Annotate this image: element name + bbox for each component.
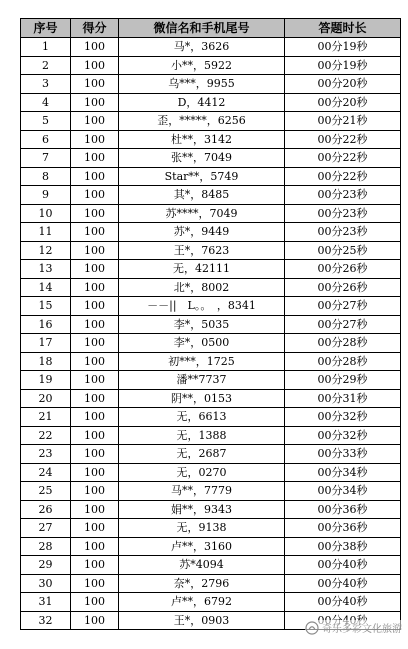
table-row bbox=[21, 75, 401, 94]
table-body bbox=[21, 38, 401, 630]
cell-score: 100 bbox=[71, 426, 119, 445]
table-row bbox=[21, 56, 401, 75]
cell-rank: 23 bbox=[21, 445, 71, 464]
table-row bbox=[21, 463, 401, 482]
cell-duration: 00分19秒 bbox=[285, 56, 401, 75]
cell-duration: 00分19秒 bbox=[285, 38, 401, 57]
table-row bbox=[21, 241, 401, 260]
cell-duration: 00分40秒 bbox=[285, 556, 401, 575]
cell-rank: 12 bbox=[21, 241, 71, 260]
cell-score: 100 bbox=[71, 56, 119, 75]
table-row bbox=[21, 278, 401, 297]
table-row bbox=[21, 500, 401, 519]
cell-duration: 00分26秒 bbox=[285, 278, 401, 297]
cell-duration: 00分32秒 bbox=[285, 408, 401, 427]
cell-name-phone: 奈*，2796 bbox=[119, 574, 285, 593]
cell-rank: 19 bbox=[21, 371, 71, 390]
cell-duration: 00分27秒 bbox=[285, 297, 401, 316]
cell-name-phone: 无，6613 bbox=[119, 408, 285, 427]
cell-rank: 27 bbox=[21, 519, 71, 538]
cell-rank: 11 bbox=[21, 223, 71, 242]
cell-score: 100 bbox=[71, 352, 119, 371]
cell-score: 100 bbox=[71, 556, 119, 575]
cell-rank: 7 bbox=[21, 149, 71, 168]
cell-duration: 00分26秒 bbox=[285, 260, 401, 279]
cell-duration: 00分20秒 bbox=[285, 75, 401, 94]
cell-duration: 00分27秒 bbox=[285, 315, 401, 334]
cell-duration: 00分34秒 bbox=[285, 463, 401, 482]
table-row bbox=[21, 519, 401, 538]
table-row bbox=[21, 112, 401, 131]
cell-duration: 00分23秒 bbox=[285, 204, 401, 223]
table-row bbox=[21, 408, 401, 427]
cell-duration: 00分34秒 bbox=[285, 482, 401, 501]
cell-score: 100 bbox=[71, 500, 119, 519]
cell-rank: 9 bbox=[21, 186, 71, 205]
cell-score: 100 bbox=[71, 167, 119, 186]
cell-score: 100 bbox=[71, 371, 119, 390]
cell-name-phone: 王*，0903 bbox=[119, 611, 285, 630]
cell-score: 100 bbox=[71, 186, 119, 205]
header-name-phone: 微信名和手机尾号 bbox=[119, 19, 285, 38]
table-row bbox=[21, 574, 401, 593]
cell-name-phone: 苏*4094 bbox=[119, 556, 285, 575]
table-row bbox=[21, 93, 401, 112]
cell-name-phone: Star**，5749 bbox=[119, 167, 285, 186]
cell-rank: 3 bbox=[21, 75, 71, 94]
cell-name-phone: 李*，0500 bbox=[119, 334, 285, 353]
cell-score: 100 bbox=[71, 334, 119, 353]
cell-rank: 30 bbox=[21, 574, 71, 593]
table-row bbox=[21, 315, 401, 334]
cell-name-phone: 无，1388 bbox=[119, 426, 285, 445]
table-row bbox=[21, 426, 401, 445]
cell-score: 100 bbox=[71, 482, 119, 501]
cell-duration: 00分21秒 bbox=[285, 112, 401, 131]
cell-rank: 8 bbox=[21, 167, 71, 186]
cell-name-phone: 王*，7623 bbox=[119, 241, 285, 260]
table-row bbox=[21, 297, 401, 316]
watermark bbox=[305, 620, 402, 635]
cell-score: 100 bbox=[71, 93, 119, 112]
cell-rank: 31 bbox=[21, 593, 71, 612]
cell-name-phone: 李*，5035 bbox=[119, 315, 285, 334]
cell-score: 100 bbox=[71, 389, 119, 408]
cell-name-phone: 苏****，7049 bbox=[119, 204, 285, 223]
cell-name-phone: D，4412 bbox=[119, 93, 285, 112]
table-row bbox=[21, 223, 401, 242]
cell-name-phone: 小**，5922 bbox=[119, 56, 285, 75]
cell-duration: 00分20秒 bbox=[285, 93, 401, 112]
cell-name-phone: －－|| L。。 ，8341 bbox=[119, 297, 285, 316]
cell-rank: 25 bbox=[21, 482, 71, 501]
cell-rank: 22 bbox=[21, 426, 71, 445]
cell-duration: 00分33秒 bbox=[285, 445, 401, 464]
table-row bbox=[21, 371, 401, 390]
cell-name-phone: 无，42111 bbox=[119, 260, 285, 279]
cell-duration: 00分22秒 bbox=[285, 130, 401, 149]
cell-score: 100 bbox=[71, 574, 119, 593]
cell-score: 100 bbox=[71, 223, 119, 242]
cell-score: 100 bbox=[71, 278, 119, 297]
cell-name-phone: 马*，3626 bbox=[119, 38, 285, 57]
cell-duration: 00分22秒 bbox=[285, 149, 401, 168]
cell-duration: 00分38秒 bbox=[285, 537, 401, 556]
cell-duration: 00分40秒 bbox=[285, 574, 401, 593]
header-duration: 答题时长 bbox=[285, 19, 401, 38]
cell-duration: 00分36秒 bbox=[285, 519, 401, 538]
cell-rank: 18 bbox=[21, 352, 71, 371]
cell-rank: 16 bbox=[21, 315, 71, 334]
cell-name-phone: 其*，8485 bbox=[119, 186, 285, 205]
cell-name-phone: 无，9138 bbox=[119, 519, 285, 538]
cell-score: 100 bbox=[71, 593, 119, 612]
cell-score: 100 bbox=[71, 149, 119, 168]
cell-duration: 00分36秒 bbox=[285, 500, 401, 519]
table-row bbox=[21, 38, 401, 57]
header-rank: 序号 bbox=[21, 19, 71, 38]
cell-duration: 00分23秒 bbox=[285, 186, 401, 205]
wechat-channel-icon bbox=[305, 621, 319, 635]
cell-score: 100 bbox=[71, 445, 119, 464]
cell-name-phone: 无，0270 bbox=[119, 463, 285, 482]
cell-name-phone: 马**，7779 bbox=[119, 482, 285, 501]
cell-score: 100 bbox=[71, 297, 119, 316]
cell-duration: 00分22秒 bbox=[285, 167, 401, 186]
cell-score: 100 bbox=[71, 241, 119, 260]
cell-score: 100 bbox=[71, 408, 119, 427]
cell-score: 100 bbox=[71, 75, 119, 94]
cell-name-phone: 乌***，9955 bbox=[119, 75, 285, 94]
cell-score: 100 bbox=[71, 130, 119, 149]
cell-rank: 4 bbox=[21, 93, 71, 112]
cell-duration: 00分40秒 bbox=[285, 593, 401, 612]
table-row bbox=[21, 445, 401, 464]
cell-score: 100 bbox=[71, 260, 119, 279]
cell-name-phone: 卢**，6792 bbox=[119, 593, 285, 612]
cell-rank: 20 bbox=[21, 389, 71, 408]
cell-name-phone: 潘**7737 bbox=[119, 371, 285, 390]
table-row bbox=[21, 204, 401, 223]
cell-name-phone: 张**，7049 bbox=[119, 149, 285, 168]
table-row bbox=[21, 149, 401, 168]
table-row bbox=[21, 334, 401, 353]
cell-name-phone: 无，2687 bbox=[119, 445, 285, 464]
table-row bbox=[21, 482, 401, 501]
cell-rank: 13 bbox=[21, 260, 71, 279]
cell-score: 100 bbox=[71, 38, 119, 57]
cell-rank: 32 bbox=[21, 611, 71, 630]
cell-duration: 00分32秒 bbox=[285, 426, 401, 445]
cell-rank: 17 bbox=[21, 334, 71, 353]
cell-score: 100 bbox=[71, 519, 119, 538]
header-row bbox=[21, 19, 401, 38]
table-header bbox=[21, 19, 401, 38]
cell-rank: 29 bbox=[21, 556, 71, 575]
table-row bbox=[21, 389, 401, 408]
cell-name-phone: 初***，1725 bbox=[119, 352, 285, 371]
score-table bbox=[20, 18, 401, 630]
cell-rank: 1 bbox=[21, 38, 71, 57]
table-row bbox=[21, 260, 401, 279]
header-score: 得分 bbox=[71, 19, 119, 38]
cell-score: 100 bbox=[71, 315, 119, 334]
cell-rank: 26 bbox=[21, 500, 71, 519]
cell-name-phone: 苏*，9449 bbox=[119, 223, 285, 242]
cell-duration: 00分25秒 bbox=[285, 241, 401, 260]
cell-name-phone: 歪，*****，6256 bbox=[119, 112, 285, 131]
cell-rank: 10 bbox=[21, 204, 71, 223]
cell-score: 100 bbox=[71, 112, 119, 131]
cell-rank: 5 bbox=[21, 112, 71, 131]
cell-duration: 00分28秒 bbox=[285, 352, 401, 371]
table-row bbox=[21, 556, 401, 575]
cell-duration: 00分28秒 bbox=[285, 334, 401, 353]
cell-name-phone: 北*，8002 bbox=[119, 278, 285, 297]
table-row bbox=[21, 352, 401, 371]
cell-rank: 15 bbox=[21, 297, 71, 316]
table-row bbox=[21, 130, 401, 149]
cell-rank: 28 bbox=[21, 537, 71, 556]
cell-score: 100 bbox=[71, 537, 119, 556]
table-row bbox=[21, 593, 401, 612]
cell-score: 100 bbox=[71, 204, 119, 223]
cell-duration: 00分29秒 bbox=[285, 371, 401, 390]
cell-rank: 2 bbox=[21, 56, 71, 75]
table-row bbox=[21, 537, 401, 556]
cell-rank: 6 bbox=[21, 130, 71, 149]
cell-name-phone: 娟**，9343 bbox=[119, 500, 285, 519]
cell-score: 100 bbox=[71, 611, 119, 630]
cell-name-phone: 卢**，3160 bbox=[119, 537, 285, 556]
cell-rank: 14 bbox=[21, 278, 71, 297]
cell-score: 100 bbox=[71, 463, 119, 482]
cell-rank: 21 bbox=[21, 408, 71, 427]
watermark-text: 奇乐多彩文化旅游 bbox=[322, 624, 402, 635]
cell-name-phone: 杜**，3142 bbox=[119, 130, 285, 149]
cell-duration: 00分31秒 bbox=[285, 389, 401, 408]
table-row bbox=[21, 186, 401, 205]
cell-name-phone: 阴**，0153 bbox=[119, 389, 285, 408]
cell-duration: 00分23秒 bbox=[285, 223, 401, 242]
cell-rank: 24 bbox=[21, 463, 71, 482]
table-row bbox=[21, 167, 401, 186]
